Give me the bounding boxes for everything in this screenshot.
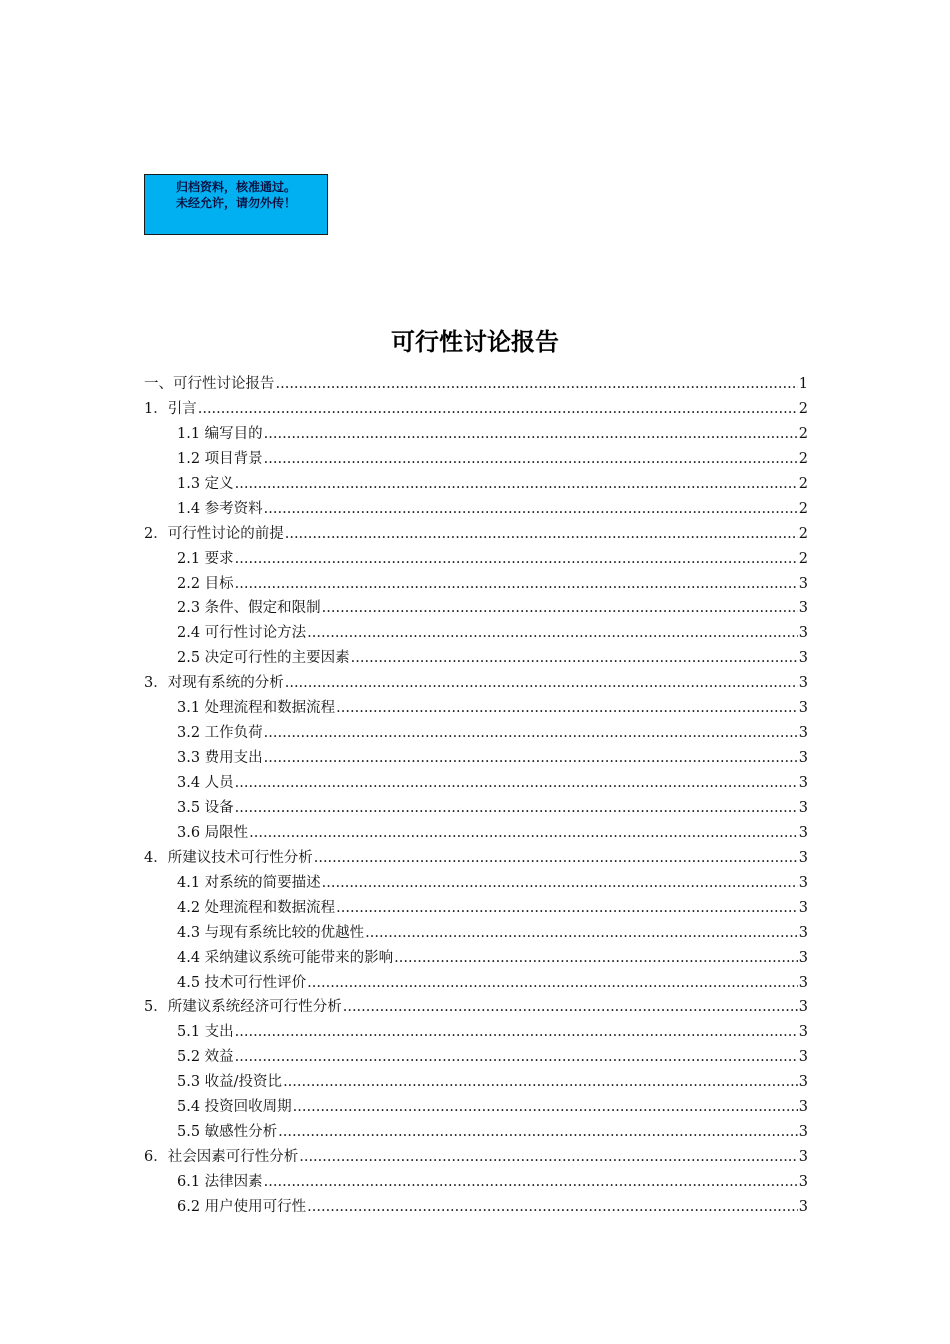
toc-entry[interactable] bbox=[144, 472, 808, 497]
toc-page-number: 3 bbox=[798, 1099, 808, 1116]
toc-dot-leader bbox=[278, 1120, 798, 1145]
stamp-line-1: 归档资料，核准通过。 bbox=[175, 180, 296, 194]
toc-entry[interactable] bbox=[144, 1120, 808, 1145]
toc-page-number: 2 bbox=[798, 550, 808, 567]
toc-entry-label: 1．引言 bbox=[144, 400, 197, 417]
toc-page-number: 3 bbox=[798, 999, 808, 1016]
toc-entry[interactable] bbox=[144, 1045, 808, 1070]
stamp-line-2: 未经允许，请勿外传！ bbox=[175, 196, 296, 210]
toc-page-number: 2 bbox=[798, 400, 808, 417]
toc-page-number: 3 bbox=[798, 974, 808, 991]
toc-dot-leader bbox=[235, 796, 798, 821]
toc-entry[interactable] bbox=[144, 572, 808, 597]
toc-dot-leader bbox=[235, 472, 798, 497]
toc-entry[interactable] bbox=[144, 696, 808, 721]
toc-entry[interactable] bbox=[144, 422, 808, 447]
toc-entry-label: 5.3 收益/投资比 bbox=[177, 1074, 283, 1091]
toc-page-number: 2 bbox=[798, 450, 808, 467]
toc-entry[interactable] bbox=[144, 547, 808, 572]
toc-entry-label: 1.1 编写目的 bbox=[177, 425, 263, 442]
toc-entry-label: 4．所建议技术可行性分析 bbox=[144, 849, 313, 866]
toc-page-number: 3 bbox=[798, 750, 808, 767]
toc-dot-leader bbox=[264, 497, 798, 522]
toc-page-number: 1 bbox=[798, 376, 808, 392]
toc-dot-leader bbox=[307, 621, 798, 646]
toc-dot-leader bbox=[198, 397, 798, 422]
toc-dot-leader bbox=[235, 1020, 798, 1045]
toc-page-number: 2 bbox=[798, 500, 808, 517]
toc-entry-label: 3.6 局限性 bbox=[177, 824, 249, 841]
toc-page-number: 3 bbox=[798, 874, 808, 891]
toc-page-number: 3 bbox=[798, 650, 808, 667]
toc-entry[interactable] bbox=[144, 1170, 808, 1195]
toc-entry-label: 2．可行性讨论的前提 bbox=[144, 525, 284, 542]
toc-entry[interactable] bbox=[144, 846, 808, 871]
toc-dot-leader bbox=[264, 746, 798, 771]
toc-dot-leader bbox=[365, 921, 798, 946]
toc-entry-label: 6.1 法律因素 bbox=[177, 1174, 263, 1190]
toc-entry-label: 4.5 技术可行性评价 bbox=[177, 974, 307, 991]
toc-entry[interactable] bbox=[144, 1145, 808, 1170]
toc-dot-leader bbox=[322, 596, 798, 621]
toc-page-number: 3 bbox=[798, 1198, 808, 1215]
toc-dot-leader bbox=[307, 971, 798, 996]
toc-entry-label: 3.2 工作负荷 bbox=[177, 725, 263, 742]
toc-entry[interactable] bbox=[144, 596, 808, 621]
toc-dot-leader bbox=[235, 771, 798, 796]
toc-page-number: 3 bbox=[798, 675, 808, 692]
archive-stamp bbox=[144, 174, 328, 235]
toc-entry[interactable] bbox=[144, 671, 808, 696]
toc-dot-leader bbox=[264, 721, 798, 746]
toc-entry-label: 3.4 人员 bbox=[177, 775, 234, 791]
toc-entry[interactable] bbox=[144, 871, 808, 896]
toc-dot-leader bbox=[264, 447, 798, 472]
toc-page-number: 3 bbox=[798, 725, 808, 742]
toc-entry-label: 2.3 条件、假定和限制 bbox=[177, 600, 321, 617]
toc-page-number: 2 bbox=[798, 425, 808, 442]
toc-entry[interactable] bbox=[144, 447, 808, 472]
toc-page-number: 3 bbox=[798, 1124, 808, 1141]
toc-entry[interactable] bbox=[144, 397, 808, 422]
toc-entry-label: 3.5 设备 bbox=[177, 799, 234, 816]
toc-dot-leader bbox=[293, 1095, 798, 1120]
toc-entry-label: 1.2 项目背景 bbox=[177, 450, 263, 467]
toc-entry[interactable] bbox=[144, 372, 808, 397]
toc-page-number: 3 bbox=[798, 1049, 808, 1066]
table-of-contents bbox=[144, 372, 808, 1220]
toc-entry-label: 5．所建议系统经济可行性分析 bbox=[144, 999, 342, 1016]
toc-page-number: 2 bbox=[798, 475, 808, 492]
toc-page-number: 3 bbox=[798, 949, 808, 966]
toc-entry[interactable] bbox=[144, 896, 808, 921]
toc-dot-leader bbox=[285, 671, 798, 696]
toc-entry[interactable] bbox=[144, 1095, 808, 1120]
toc-entry-label: 2.1 要求 bbox=[177, 550, 234, 567]
toc-dot-leader bbox=[235, 1045, 798, 1070]
toc-entry-label: 4.2 处理流程和数据流程 bbox=[177, 899, 336, 916]
toc-entry-label: 5.4 投资回收周期 bbox=[177, 1099, 292, 1116]
toc-dot-leader bbox=[285, 522, 798, 547]
toc-entry-label: 1.4 参考资料 bbox=[177, 500, 263, 517]
toc-entry-label: 2.2 目标 bbox=[177, 575, 234, 592]
toc-dot-leader bbox=[264, 422, 798, 447]
toc-dot-leader bbox=[336, 896, 798, 921]
toc-entry-label: 4.4 采纳建议系统可能带来的影响 bbox=[177, 949, 394, 966]
toc-entry-label: 4.3 与现有系统比较的优越性 bbox=[177, 924, 365, 941]
toc-entry-label: 3.1 处理流程和数据流程 bbox=[177, 700, 336, 717]
toc-entry[interactable] bbox=[144, 646, 808, 671]
toc-dot-leader bbox=[336, 696, 798, 721]
toc-dot-leader bbox=[283, 1070, 798, 1095]
toc-entry-label: 4.1 对系统的简要描述 bbox=[177, 874, 321, 891]
toc-entry[interactable] bbox=[144, 1070, 808, 1095]
toc-dot-leader bbox=[314, 846, 798, 871]
toc-entry[interactable] bbox=[144, 497, 808, 522]
toc-dot-leader bbox=[235, 547, 798, 572]
toc-entry-label: 5.2 效益 bbox=[177, 1049, 234, 1066]
toc-page-number: 3 bbox=[798, 799, 808, 816]
toc-entry[interactable] bbox=[144, 746, 808, 771]
toc-dot-leader bbox=[276, 372, 798, 397]
toc-entry[interactable] bbox=[144, 821, 808, 846]
toc-entry[interactable] bbox=[144, 995, 808, 1020]
toc-page-number: 3 bbox=[798, 1074, 808, 1091]
toc-dot-leader bbox=[235, 572, 798, 597]
document-title: 可行性讨论报告 bbox=[391, 328, 559, 356]
toc-entry[interactable] bbox=[144, 1020, 808, 1045]
toc-page-number: 3 bbox=[798, 775, 808, 791]
toc-entry-label: 3．对现有系统的分析 bbox=[144, 675, 284, 692]
toc-page-number: 3 bbox=[798, 899, 808, 916]
toc-entry-label: 2.4 可行性讨论方法 bbox=[177, 625, 307, 642]
toc-page-number: 3 bbox=[798, 924, 808, 941]
toc-entry[interactable] bbox=[144, 946, 808, 971]
toc-page-number: 3 bbox=[798, 625, 808, 642]
toc-dot-leader bbox=[299, 1145, 798, 1170]
toc-entry-label: 5.5 敏感性分析 bbox=[177, 1124, 278, 1141]
toc-dot-leader bbox=[351, 646, 798, 671]
toc-entry-label: 6．社会因素可行性分析 bbox=[144, 1149, 299, 1166]
toc-entry[interactable] bbox=[144, 1195, 808, 1220]
toc-page-number: 3 bbox=[798, 849, 808, 866]
toc-dot-leader bbox=[249, 821, 798, 846]
toc-entry[interactable] bbox=[144, 522, 808, 547]
toc-page-number: 3 bbox=[798, 1174, 808, 1190]
toc-page-number: 3 bbox=[798, 700, 808, 717]
toc-entry[interactable] bbox=[144, 971, 808, 996]
toc-page-number: 3 bbox=[798, 575, 808, 592]
toc-dot-leader bbox=[322, 871, 798, 896]
toc-entry-label: 1.3 定义 bbox=[177, 475, 234, 492]
toc-entry-label: 5.1 支出 bbox=[177, 1024, 234, 1041]
toc-dot-leader bbox=[343, 995, 798, 1020]
toc-dot-leader bbox=[394, 946, 798, 971]
toc-entry-label: 2.5 决定可行性的主要因素 bbox=[177, 650, 350, 667]
toc-entry-label: 一、可行性讨论报告 bbox=[144, 376, 275, 392]
toc-page-number: 2 bbox=[798, 525, 808, 542]
toc-page-number: 3 bbox=[798, 1149, 808, 1166]
toc-page-number: 3 bbox=[798, 824, 808, 841]
toc-entry[interactable] bbox=[144, 796, 808, 821]
toc-entry[interactable] bbox=[144, 621, 808, 646]
toc-dot-leader bbox=[264, 1170, 798, 1195]
toc-page-number: 3 bbox=[798, 600, 808, 617]
toc-entry-label: 6.2 用户使用可行性 bbox=[177, 1198, 307, 1215]
toc-entry[interactable] bbox=[144, 771, 808, 796]
toc-entry[interactable] bbox=[144, 721, 808, 746]
toc-page-number: 3 bbox=[798, 1024, 808, 1041]
toc-entry[interactable] bbox=[144, 921, 808, 946]
toc-dot-leader bbox=[307, 1195, 798, 1220]
toc-entry-label: 3.3 费用支出 bbox=[177, 750, 263, 767]
